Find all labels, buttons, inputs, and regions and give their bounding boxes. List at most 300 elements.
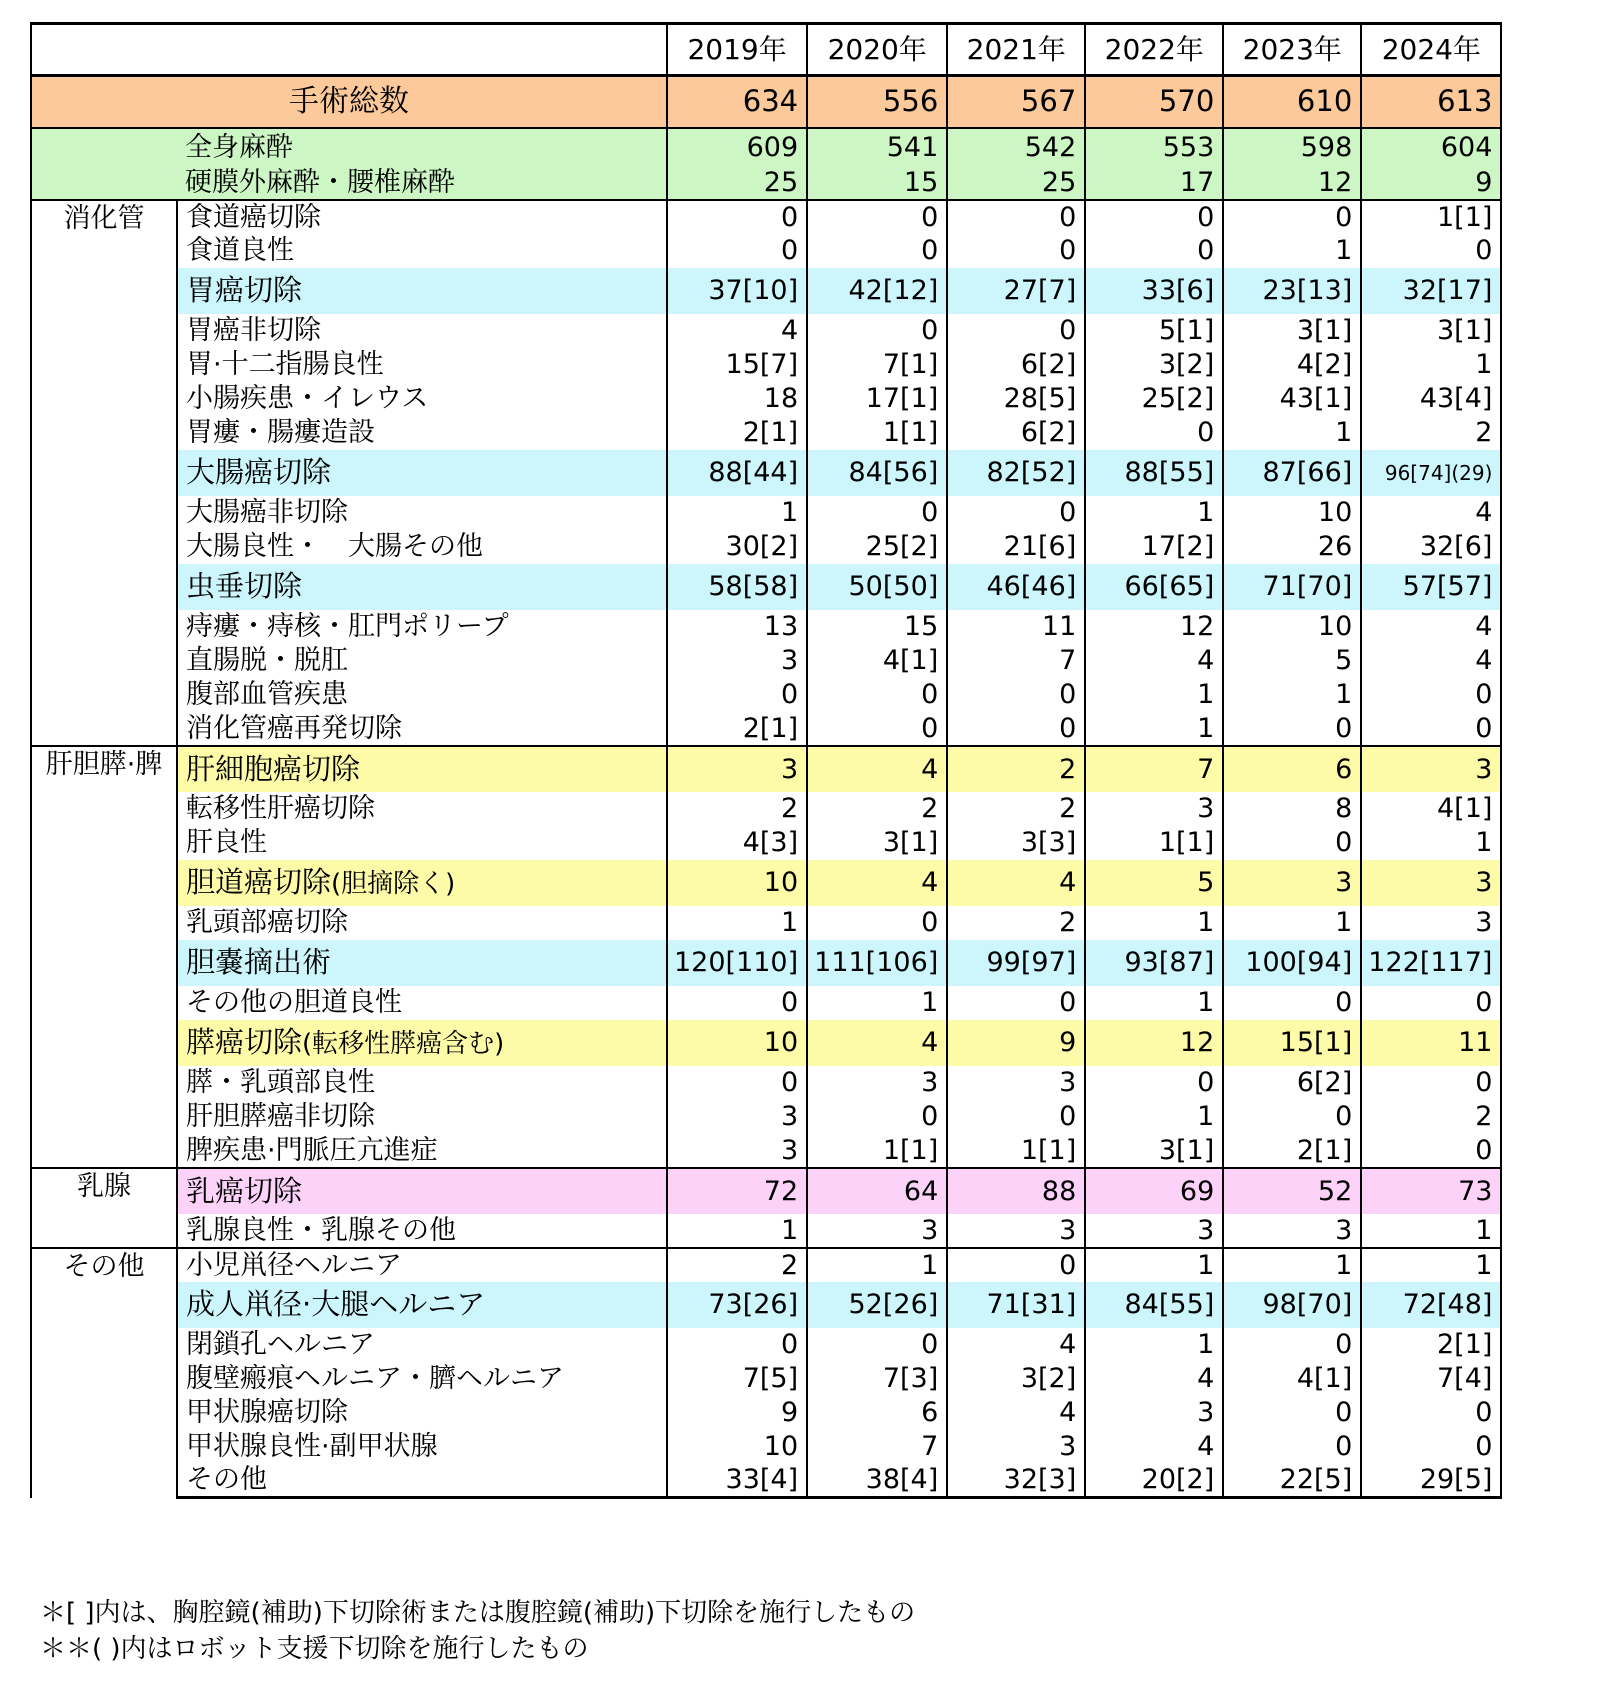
row-label: [177, 268, 667, 314]
cell-value: 0: [807, 712, 947, 746]
cell-value: 20[2]: [1085, 1464, 1223, 1498]
cell-value: 73: [1361, 1168, 1501, 1214]
table-row: [31, 1328, 1501, 1362]
row-label: [177, 1396, 667, 1430]
cell-value: 72: [667, 1168, 807, 1214]
cell-value: 0: [1361, 986, 1501, 1020]
table-row: [31, 450, 1501, 496]
cell-value: 50[50]: [807, 564, 947, 610]
total-label: 手術総数: [31, 76, 667, 128]
cell-value: 18: [667, 382, 807, 416]
table-row: [31, 940, 1501, 986]
cell-value: 13: [667, 610, 807, 644]
cell-value: 4: [947, 1328, 1085, 1362]
cell-value: 1: [667, 1214, 807, 1248]
cell-value: 82[52]: [947, 450, 1085, 496]
total-row: [31, 76, 1501, 128]
cell-value: 5: [1085, 860, 1223, 906]
cell-value: 3: [1361, 860, 1501, 906]
cell-value: 12: [1085, 1020, 1223, 1066]
table-row: [31, 1396, 1501, 1430]
cell-value: 57[57]: [1361, 564, 1501, 610]
row-label: 全身麻酔: [185, 131, 293, 163]
cell-value: 21[6]: [947, 530, 1085, 564]
table-row: [31, 382, 1501, 416]
total-value: 610: [1223, 76, 1361, 128]
cell-value: 9: [667, 1396, 807, 1430]
cell-value: 0: [947, 314, 1085, 348]
row-label-text: 小腸疾患・イレウス: [186, 383, 429, 414]
table-row: [31, 1214, 1501, 1248]
cell-value: 1: [1085, 1328, 1223, 1362]
cell-value: 6[2]: [1223, 1066, 1361, 1100]
cell-value: 17[1]: [807, 382, 947, 416]
cell-value: 3: [667, 644, 807, 678]
table-row: [31, 1066, 1501, 1100]
cell-value: 0: [807, 906, 947, 940]
row-label: [177, 1362, 667, 1396]
row-label-text: 大腸癌非切除: [186, 497, 348, 528]
cell-value: 25: [667, 166, 807, 200]
row-label: [177, 1100, 667, 1134]
cell-value: 0: [947, 496, 1085, 530]
cell-value: 2: [947, 906, 1085, 940]
cell-value: 122[117]: [1361, 940, 1501, 986]
cell-value: 0: [667, 678, 807, 712]
table-row: [31, 826, 1501, 860]
table-row: [31, 416, 1501, 450]
cell-value: 25: [947, 166, 1085, 200]
cell-value: 0: [1223, 1100, 1361, 1134]
cell-value: 609: [667, 128, 807, 166]
cell-value: 0: [1223, 1328, 1361, 1362]
row-label: [177, 234, 667, 268]
cell-value: 0: [667, 1066, 807, 1100]
cell-value: 3[3]: [947, 826, 1085, 860]
row-label: [177, 1168, 667, 1214]
cell-value: 4: [947, 860, 1085, 906]
section-label: 肝胆膵·脾: [31, 746, 177, 1168]
cell-value: 26: [1223, 530, 1361, 564]
row-label: [177, 792, 667, 826]
cell-value: 0: [1085, 234, 1223, 268]
cell-value: 0: [1085, 200, 1223, 234]
table-row: [31, 496, 1501, 530]
cell-value: 7[4]: [1361, 1362, 1501, 1396]
cell-value: 99[97]: [947, 940, 1085, 986]
row-label-text: 胃癌非切除: [186, 315, 321, 346]
total-value: 570: [1085, 76, 1223, 128]
cell-value: 598: [1223, 128, 1361, 166]
cell-value: 0: [667, 234, 807, 268]
row-label-text: 乳頭部癌切除: [186, 907, 348, 938]
row-label: [177, 416, 667, 450]
cell-value: 0: [1361, 1396, 1501, 1430]
cell-value: 5: [1223, 644, 1361, 678]
row-label-text: その他: [186, 1464, 267, 1496]
row-label-text: 胆嚢摘出術: [186, 945, 332, 979]
cell-value: 42[12]: [807, 268, 947, 314]
row-label: [177, 496, 667, 530]
cell-value: 17: [1085, 166, 1223, 200]
cell-value: 7: [807, 1430, 947, 1464]
cell-value: 1: [1085, 712, 1223, 746]
cell-value: 3: [667, 1100, 807, 1134]
table-row: [31, 906, 1501, 940]
table-row: [31, 1362, 1501, 1396]
section-label: 消化管: [31, 200, 177, 746]
cell-value: 0: [947, 678, 1085, 712]
table-row: [31, 314, 1501, 348]
cell-value: 10: [1223, 496, 1361, 530]
row-label: [177, 200, 667, 234]
row-label-text: 乳腺良性・乳腺その他: [186, 1214, 456, 1246]
cell-value: 120[110]: [667, 940, 807, 986]
cell-value: 1: [1223, 234, 1361, 268]
cell-value: 0: [1085, 1066, 1223, 1100]
cell-value: 15: [807, 610, 947, 644]
cell-value: 15: [807, 166, 947, 200]
cell-value: 2: [807, 792, 947, 826]
cell-value: 43[1]: [1223, 382, 1361, 416]
cell-value: 7[3]: [807, 1362, 947, 1396]
table-row: [31, 860, 1501, 906]
cell-value: 52[26]: [807, 1282, 947, 1328]
cell-value: 52: [1223, 1168, 1361, 1214]
cell-value: 1: [1223, 1248, 1361, 1282]
cell-value: 0: [807, 200, 947, 234]
row-label: [177, 610, 667, 644]
cell-value: 25[2]: [807, 530, 947, 564]
cell-value: 73[26]: [667, 1282, 807, 1328]
table-row: [31, 1282, 1501, 1328]
row-label-text: 転移性肝癌切除: [186, 793, 375, 824]
cell-value: 23[13]: [1223, 268, 1361, 314]
cell-value: 1[1]: [1085, 826, 1223, 860]
row-label-text: 乳癌切除: [186, 1173, 303, 1208]
cell-value: 0: [807, 1328, 947, 1362]
table-row: [31, 678, 1501, 712]
row-label-text: 腹壁瘢痕ヘルニア・臍ヘルニア: [186, 1363, 564, 1394]
cell-value: 3[2]: [1085, 348, 1223, 382]
table-row: [31, 712, 1501, 746]
cell-value: 30[2]: [667, 530, 807, 564]
cell-value: 32[17]: [1361, 268, 1501, 314]
cell-value: 38[4]: [807, 1464, 947, 1498]
row-label: [177, 712, 667, 746]
cell-value: 58[58]: [667, 564, 807, 610]
cell-value: 0: [1223, 1396, 1361, 1430]
row-label: [177, 906, 667, 940]
row-label: [177, 314, 667, 348]
row-label-text: 大腸良性・ 大腸その他: [186, 531, 483, 562]
cell-value: 4: [947, 1396, 1085, 1430]
cell-value: 2: [947, 746, 1085, 792]
cell-value: 3: [1361, 746, 1501, 792]
row-label-text: 直腸脱・脱肛: [186, 645, 348, 676]
cell-value: 0: [1085, 416, 1223, 450]
cell-value: 64: [807, 1168, 947, 1214]
cell-value: 3: [1223, 860, 1361, 906]
cell-value: 25[2]: [1085, 382, 1223, 416]
row-label-text: 肝良性: [186, 827, 267, 858]
cell-value: 3: [807, 1066, 947, 1100]
table-row: [31, 986, 1501, 1020]
cell-value: 1: [1223, 678, 1361, 712]
cell-value: 88[55]: [1085, 450, 1223, 496]
row-label-text: その他の胆道良性: [186, 987, 402, 1018]
cell-value: 0: [807, 678, 947, 712]
table-row: [31, 1168, 1501, 1214]
cell-value: 3: [1361, 906, 1501, 940]
cell-value: 3[1]: [807, 826, 947, 860]
row-label: [177, 1464, 667, 1498]
row-label-text: 痔瘻・痔核・肛門ポリープ: [186, 611, 509, 642]
table-row: [31, 644, 1501, 678]
cell-value: 1: [1361, 348, 1501, 382]
cell-value: 4: [807, 746, 947, 792]
cell-value: 2: [947, 792, 1085, 826]
cell-value: 553: [1085, 128, 1223, 166]
header-row: [31, 24, 1501, 76]
cell-value: 8: [1223, 792, 1361, 826]
cell-value: 3: [1085, 792, 1223, 826]
row-label: [177, 1430, 667, 1464]
cell-value: 29[5]: [1361, 1464, 1501, 1498]
cell-value: 3: [807, 1214, 947, 1248]
cell-value: 28[5]: [947, 382, 1085, 416]
cell-value: 0: [807, 314, 947, 348]
cell-value: 7[5]: [667, 1362, 807, 1396]
cell-value: 0: [1361, 1134, 1501, 1168]
cell-value: 1: [1085, 1248, 1223, 1282]
cell-value: 2: [667, 792, 807, 826]
cell-value: 33[6]: [1085, 268, 1223, 314]
cell-value: 4[1]: [1223, 1362, 1361, 1396]
year-header: 2019年: [667, 24, 807, 76]
row-label-text: 脾疾患·門脈圧亢進症: [186, 1134, 438, 1166]
row-label-text: 胆道癌切除: [186, 865, 332, 899]
cell-value: 66[65]: [1085, 564, 1223, 610]
cell-value: 12: [1085, 610, 1223, 644]
table-row: [31, 610, 1501, 644]
row-label-text: 成人鼡径·大腿ヘルニア: [186, 1287, 486, 1321]
cell-value: 0: [947, 1100, 1085, 1134]
cell-value: 7: [947, 644, 1085, 678]
cell-value: 22[5]: [1223, 1464, 1361, 1498]
anesthesia-row: [31, 166, 1501, 200]
table-row: [31, 200, 1501, 234]
row-label-text: 膵・乳頭部良性: [186, 1067, 375, 1098]
cell-value: 0: [1223, 712, 1361, 746]
cell-value: 4[2]: [1223, 348, 1361, 382]
row-label-text: 肝胆膵癌非切除: [186, 1101, 375, 1132]
cell-value: 4: [1361, 496, 1501, 530]
row-label-text: 消化管癌再発切除: [186, 712, 402, 744]
cell-value: 10: [667, 1430, 807, 1464]
row-label: [177, 530, 667, 564]
cell-value: 15[1]: [1223, 1020, 1361, 1066]
year-header: 2021年: [947, 24, 1085, 76]
row-label: [177, 1282, 667, 1328]
cell-value: 2: [1361, 416, 1501, 450]
total-value: 613: [1361, 76, 1501, 128]
cell-value: 6: [807, 1396, 947, 1430]
row-label-text: 甲状腺癌切除: [186, 1397, 348, 1428]
cell-value: 10: [667, 860, 807, 906]
cell-value: 3: [1223, 1214, 1361, 1248]
cell-value: 3[1]: [1085, 1134, 1223, 1168]
row-label: [177, 1066, 667, 1100]
cell-value: 4: [1361, 644, 1501, 678]
cell-value: 0: [1223, 200, 1361, 234]
cell-value: 1: [1085, 496, 1223, 530]
table-row: [31, 1248, 1501, 1282]
total-value: 567: [947, 76, 1085, 128]
cell-value: 72[48]: [1361, 1282, 1501, 1328]
cell-value: 4: [1085, 1430, 1223, 1464]
row-label-text: 小児鼡径ヘルニア: [186, 1249, 402, 1281]
cell-value: 0: [947, 1248, 1085, 1282]
cell-value: 12: [1223, 166, 1361, 200]
cell-value: 10: [667, 1020, 807, 1066]
cell-value: 1: [667, 906, 807, 940]
cell-value: 1: [1085, 906, 1223, 940]
cell-value: 0: [1361, 1066, 1501, 1100]
row-label: [177, 746, 667, 792]
cell-value: 0: [807, 234, 947, 268]
cell-value: 71[31]: [947, 1282, 1085, 1328]
year-header: 2020年: [807, 24, 947, 76]
cell-value: 1: [1085, 1100, 1223, 1134]
footnote-laparoscopic: ＊[ ]内は、胸腔鏡(補助)下切除術または腹腔鏡(補助)下切除を施行したもの: [40, 1598, 916, 1628]
cell-value: 4: [1085, 1362, 1223, 1396]
cell-value: 15[7]: [667, 348, 807, 382]
table-row: [31, 1464, 1501, 1498]
row-label: [177, 564, 667, 610]
cell-value: 1: [1361, 826, 1501, 860]
anesthesia-blank-cell: [31, 166, 177, 200]
table-row: [31, 1100, 1501, 1134]
row-label: [177, 678, 667, 712]
cell-value: 5[1]: [1085, 314, 1223, 348]
cell-value: 6[2]: [947, 416, 1085, 450]
cell-value: 0: [807, 1100, 947, 1134]
table-row: [31, 530, 1501, 564]
cell-value: 0: [667, 986, 807, 1020]
cell-value: 0: [1361, 712, 1501, 746]
cell-value: 9: [947, 1020, 1085, 1066]
total-value: 634: [667, 76, 807, 128]
row-label: [177, 1328, 667, 1362]
cell-value: 71[70]: [1223, 564, 1361, 610]
row-label-text: 膵癌切除: [186, 1025, 303, 1059]
table-row: [31, 746, 1501, 792]
row-label-note: (転移性膵癌含む): [302, 1029, 505, 1059]
cell-value: 2[1]: [1223, 1134, 1361, 1168]
table-row: [31, 1430, 1501, 1464]
cell-value: 4: [1085, 644, 1223, 678]
table-row: [31, 792, 1501, 826]
cell-value: 542: [947, 128, 1085, 166]
cell-value: 93[87]: [1085, 940, 1223, 986]
cell-value: 17[2]: [1085, 530, 1223, 564]
row-label-text: 胃癌切除: [186, 273, 303, 307]
cell-value: 1: [1361, 1214, 1501, 1248]
row-label-text: 食道良性: [186, 235, 294, 266]
cell-value: 11: [1361, 1020, 1501, 1066]
cell-value: 0: [807, 496, 947, 530]
cell-value: 0: [1223, 1430, 1361, 1464]
cell-value: 7: [1085, 746, 1223, 792]
cell-value: 3: [667, 1134, 807, 1168]
cell-value: 69: [1085, 1168, 1223, 1214]
cell-value: 98[70]: [1223, 1282, 1361, 1328]
cell-value: 4[3]: [667, 826, 807, 860]
year-header: 2022年: [1085, 24, 1223, 76]
cell-value: 100[94]: [1223, 940, 1361, 986]
cell-value: 0: [1361, 1430, 1501, 1464]
cell-value: 27[7]: [947, 268, 1085, 314]
cell-value: 2[1]: [667, 416, 807, 450]
header-blank-cell: [31, 24, 667, 76]
row-label: [177, 826, 667, 860]
cell-value: 6: [1223, 746, 1361, 792]
row-label-text: 胃瘻・腸瘻造設: [186, 417, 375, 448]
footnote-robotic: ＊＊( )内はロボット支援下切除を施行したもの: [40, 1634, 589, 1664]
row-label-note: (胆摘除く): [331, 869, 456, 899]
table-row: [31, 1134, 1501, 1168]
cell-value: 3: [947, 1430, 1085, 1464]
year-header: 2023年: [1223, 24, 1361, 76]
cell-value: 88[44]: [667, 450, 807, 496]
cell-value: 1: [1085, 678, 1223, 712]
cell-value: 96[74](29): [1361, 450, 1501, 496]
row-label: [177, 450, 667, 496]
cell-value: 0: [1361, 234, 1501, 268]
row-label-text: 大腸癌切除: [186, 455, 332, 489]
cell-value: 3: [667, 746, 807, 792]
cell-value: 1: [1223, 416, 1361, 450]
table-row: [31, 268, 1501, 314]
row-label: 硬膜外麻酔・腰椎麻酔: [185, 166, 455, 198]
row-label: [177, 1134, 667, 1168]
row-label-text: 虫垂切除: [186, 569, 303, 603]
cell-value: 0: [947, 986, 1085, 1020]
cell-value: 3: [1085, 1396, 1223, 1430]
row-label: [177, 940, 667, 986]
cell-value: 1[1]: [947, 1134, 1085, 1168]
cell-value: 4: [807, 860, 947, 906]
cell-value: 9: [1361, 166, 1501, 200]
cell-value: 4[1]: [807, 644, 947, 678]
cell-value: 43[4]: [1361, 382, 1501, 416]
cell-value: 0: [667, 200, 807, 234]
cell-value: 1: [1223, 906, 1361, 940]
cell-value: 0: [1223, 826, 1361, 860]
cell-value: 1: [807, 1248, 947, 1282]
cell-value: 3: [947, 1214, 1085, 1248]
row-label-text: 腹部血管疾患: [186, 679, 348, 710]
cell-value: 1[1]: [1361, 200, 1501, 234]
cell-value: 604: [1361, 128, 1501, 166]
table-row: [31, 348, 1501, 382]
cell-value: 6[2]: [947, 348, 1085, 382]
cell-value: 84[55]: [1085, 1282, 1223, 1328]
cell-value: 37[10]: [667, 268, 807, 314]
anesthesia-blank-cell: [31, 128, 177, 166]
anesthesia-row: [31, 128, 1501, 166]
